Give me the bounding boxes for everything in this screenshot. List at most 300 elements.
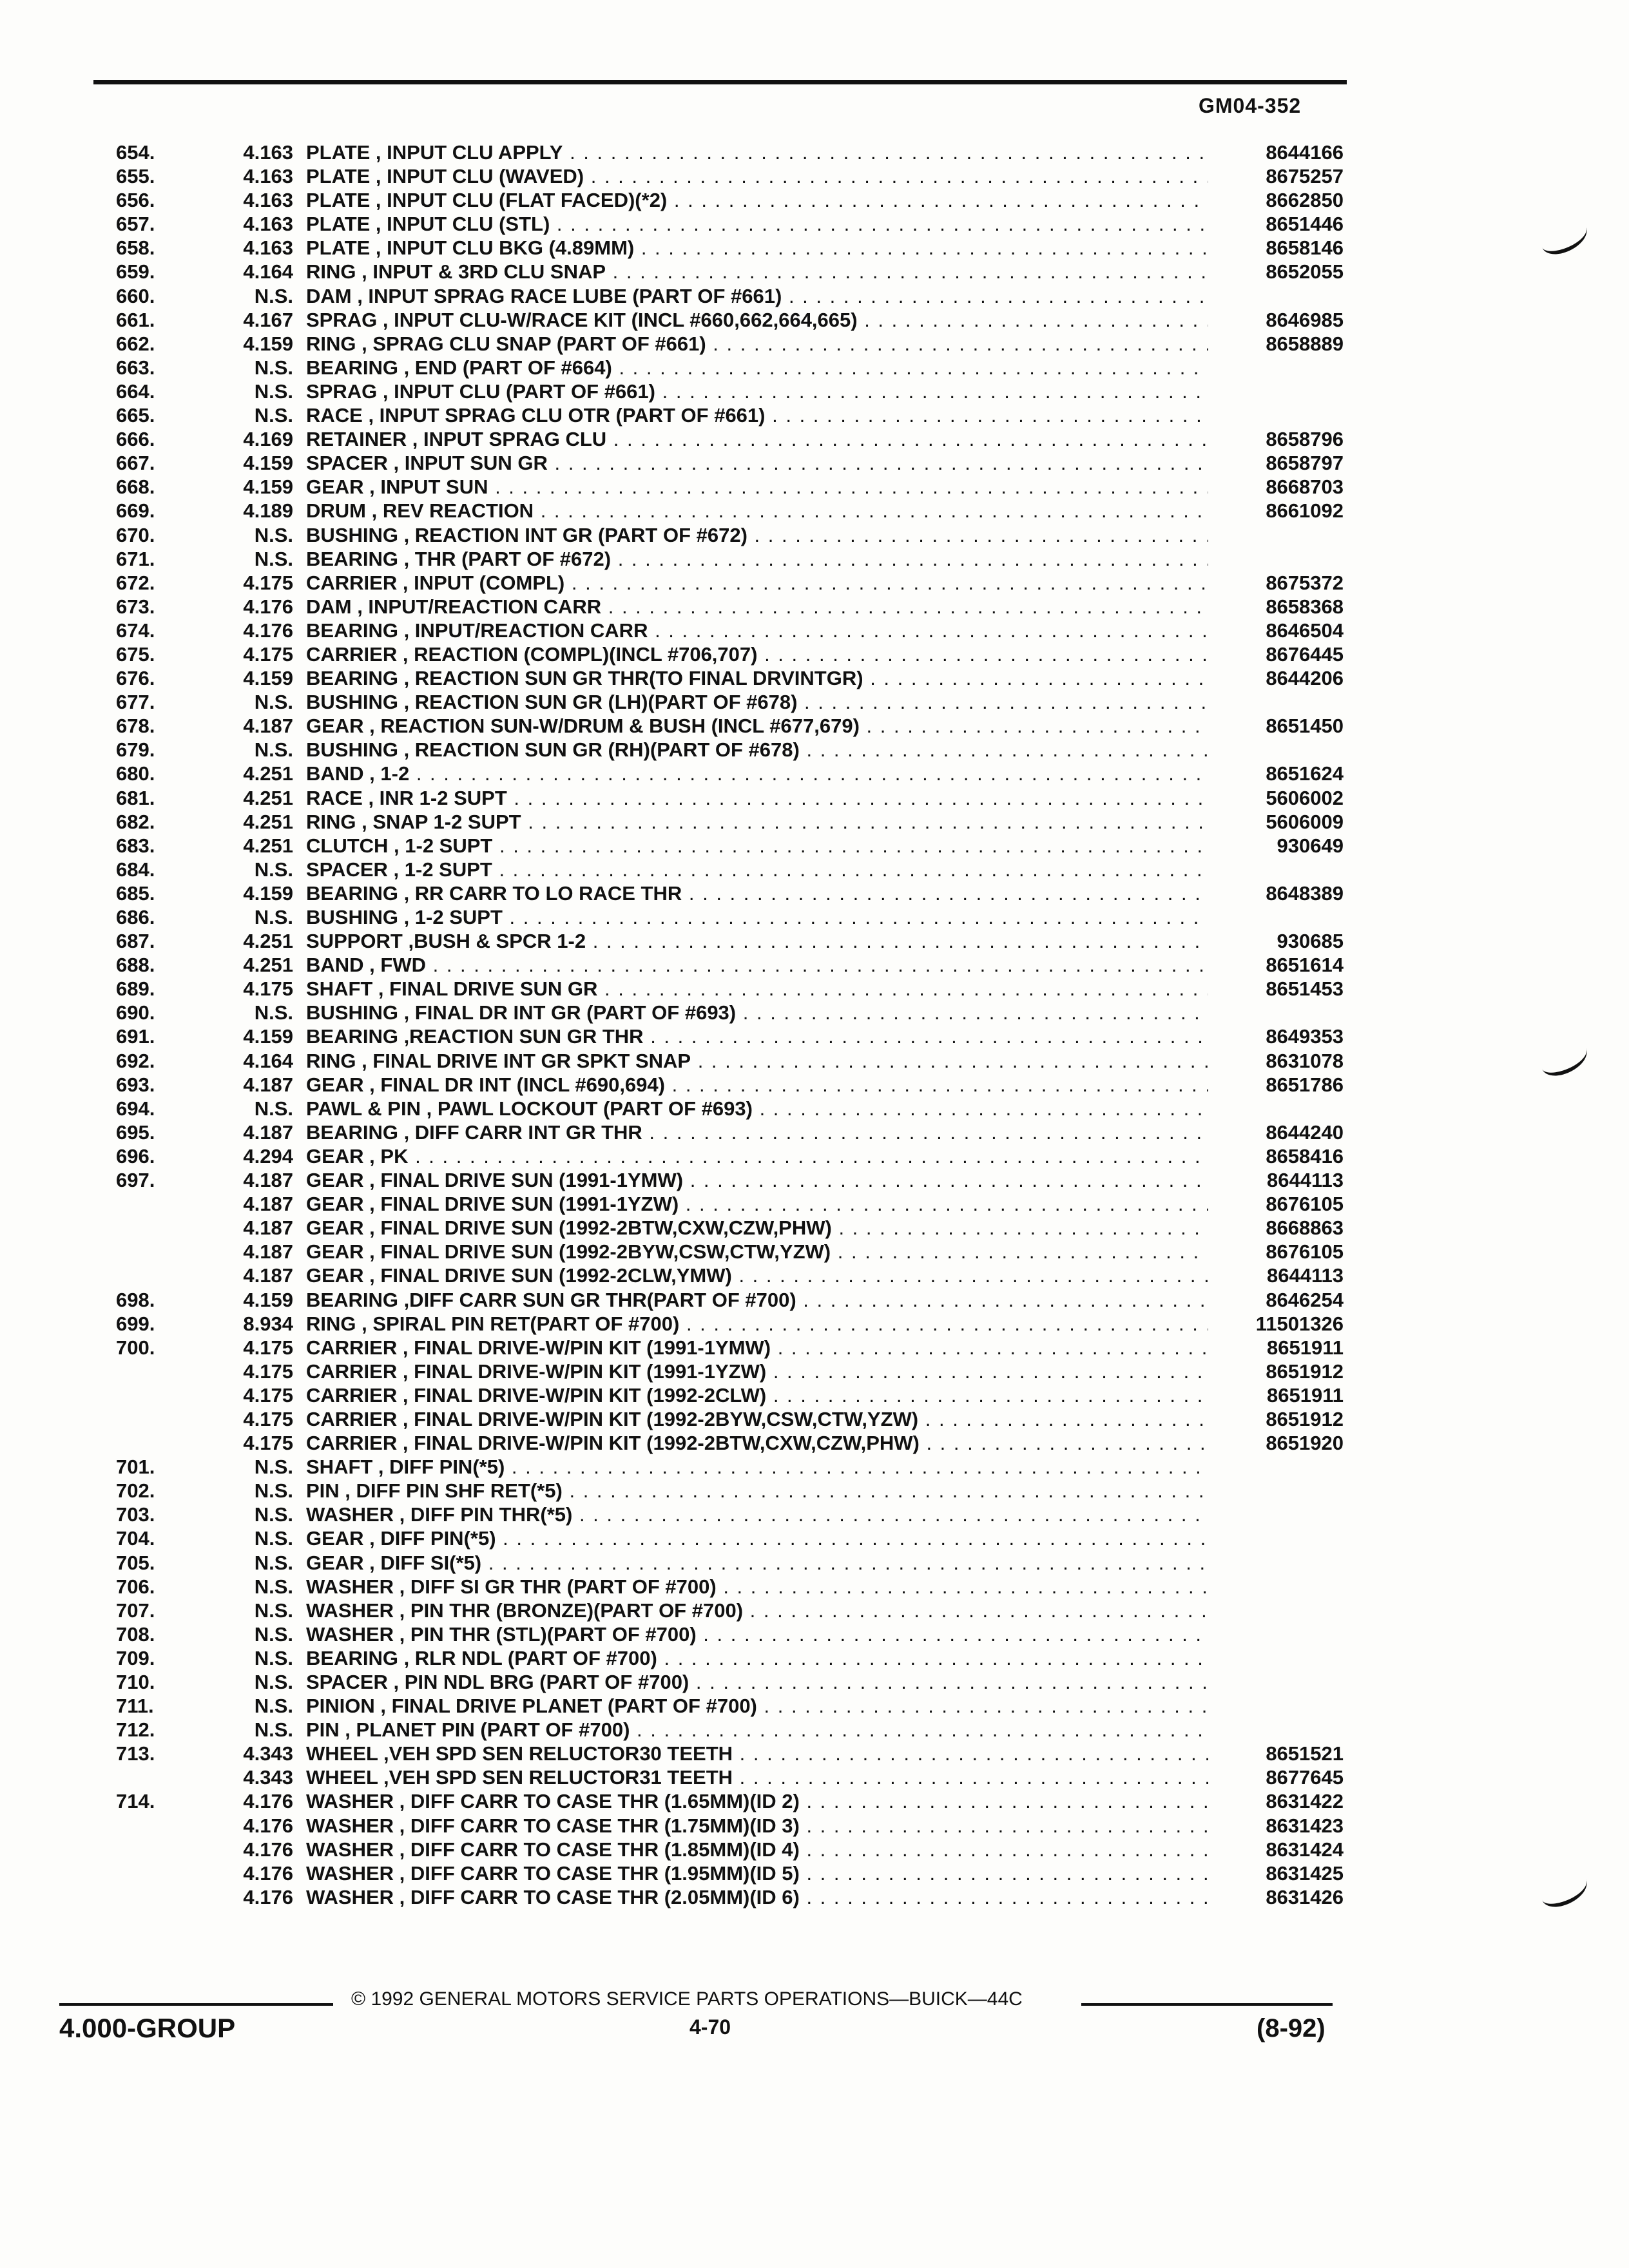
line-number: 676. [116,667,155,690]
parts-row [0,1789,1629,1813]
group-number: 4.175 [243,977,293,1001]
part-number: 8644206 [1266,667,1344,690]
part-description: BEARING , RLR NDL (PART OF #700) . . . [306,1646,1208,1670]
group-number: 4.163 [243,189,293,212]
parts-row [0,666,1629,690]
part-number: 8658796 [1266,428,1344,451]
part-description: CARRIER , INPUT (COMPL) . . . [306,571,1208,595]
part-number: 8646254 [1266,1288,1344,1311]
group-number: 4.176 [243,1885,293,1908]
document-code: GM04-352 [1199,94,1302,117]
part-description: BEARING ,DIFF CARR SUN GR THR(PART OF #700) . . . [306,1288,1208,1312]
group-number: N.S. [254,356,293,379]
parts-row [0,714,1629,738]
parts-row [0,380,1629,403]
part-description: PIN , PLANET PIN (PART OF #700) . . . [306,1718,1208,1742]
parts-row [0,834,1629,858]
group-number: 4.175 [243,642,293,666]
footer-rule-left [59,2003,333,2006]
part-description: SPRAG , INPUT CLU-W/RACE KIT (INCL #660,662,664,665) . . . [306,308,1208,332]
line-number: 713. [116,1742,155,1765]
group-number: N.S. [254,1503,293,1526]
part-number: 8658368 [1266,595,1344,618]
part-number: 8644166 [1266,141,1344,164]
part-description: CARRIER , FINAL DRIVE-W/PIN KIT (1991-1YMW) . . . [306,1336,1208,1360]
parts-row [0,1455,1629,1479]
parts-row [0,929,1629,953]
part-description: BEARING , REACTION SUN GR THR(TO FINAL DRVINTGR) . . . [306,666,1208,690]
parts-list [0,140,1629,1909]
part-description: RACE , INPUT SPRAG CLU OTR (PART OF #661) . . . [306,403,1208,427]
part-number: 8651911 [1267,1383,1344,1407]
part-description: SPRAG , INPUT CLU (PART OF #661) . . . [306,380,1208,403]
part-number: 5606009 [1266,810,1344,833]
line-number: 696. [116,1144,155,1168]
parts-row [0,1097,1629,1120]
part-number: 8648389 [1266,881,1344,905]
part-description: PLATE , INPUT CLU BKG (4.89MM) . . . [306,236,1208,260]
group-number: 4.251 [243,930,293,953]
group-number: 4.251 [243,810,293,833]
part-description: WASHER , PIN THR (BRONZE)(PART OF #700) . . . [306,1599,1208,1622]
parts-row [0,1694,1629,1718]
group-number: 4.163 [243,165,293,188]
part-description: BEARING , DIFF CARR INT GR THR . . . [306,1120,1208,1144]
part-description: PLATE , INPUT CLU (STL) . . . [306,212,1208,236]
parts-row [0,188,1629,212]
part-number: 8631424 [1266,1838,1344,1861]
line-number: 705. [116,1551,155,1574]
group-number: 4.343 [243,1742,293,1765]
part-description: SHAFT , FINAL DRIVE SUN GR . . . [306,977,1208,1001]
part-description: GEAR , FINAL DRIVE SUN (1992-2BTW,CXW,CZW,PHW) . . . [306,1216,1208,1240]
parts-row [0,1216,1629,1240]
part-description: SPACER , INPUT SUN GR . . . [306,451,1208,475]
group-number: 4.187 [243,1120,293,1144]
line-number: 686. [116,906,155,928]
parts-row [0,1861,1629,1885]
parts-row [0,164,1629,188]
part-number: 8676445 [1266,642,1344,666]
part-description: GEAR , DIFF SI(*5) . . . [306,1551,1208,1575]
part-number: 8651920 [1266,1432,1344,1455]
group-number: 4.176 [243,619,293,642]
parts-row [0,642,1629,666]
parts-row [0,1718,1629,1742]
footer-rule-right [1081,2003,1333,2006]
group-number: N.S. [254,523,293,546]
parts-row [0,1144,1629,1168]
parts-row [0,547,1629,571]
part-description: RING , SPIRAL PIN RET(PART OF #700) . . . [306,1312,1208,1336]
part-description: CARRIER , FINAL DRIVE-W/PIN KIT (1992-2BTW,CXW,CZW,PHW) . . . [306,1431,1208,1455]
group-number: N.S. [254,1527,293,1550]
part-description: RETAINER , INPUT SPRAG CLU . . . [306,427,1208,451]
parts-row [0,762,1629,785]
group-number: N.S. [254,691,293,714]
parts-row [0,571,1629,595]
group-number: 4.343 [243,1766,293,1789]
parts-row [0,1407,1629,1431]
line-number: 698. [116,1288,155,1311]
group-number: N.S. [254,380,293,403]
line-number: 665. [116,404,155,427]
parts-row [0,403,1629,427]
group-number: N.S. [254,1097,293,1120]
line-number: 678. [116,715,155,738]
part-number: 8651786 [1266,1073,1344,1096]
group-label: 4.000-GROUP [59,2013,236,2043]
line-number: 660. [116,284,155,307]
part-number: 8652055 [1266,260,1344,284]
part-description: SPACER , PIN NDL BRG (PART OF #700) . . . [306,1670,1208,1694]
group-number: 4.175 [243,1336,293,1359]
part-description: CARRIER , FINAL DRIVE-W/PIN KIT (1991-1YZW) . . . [306,1360,1208,1383]
copyright-notice: © 1992 GENERAL MOTORS SERVICE PARTS OPERATIONS—BUICK—44C [351,1988,1023,2010]
part-description: CARRIER , FINAL DRIVE-W/PIN KIT (1992-2BYW,CSW,CTW,YZW) . . . [306,1407,1208,1431]
part-description: CLUTCH , 1-2 SUPT . . . [306,834,1208,858]
line-number: 702. [116,1479,155,1503]
parts-row [0,1503,1629,1526]
parts-row [0,953,1629,977]
part-description: WHEEL ,VEH SPD SEN RELUCTOR31 TEETH . . . [306,1765,1208,1789]
line-number: 692. [116,1049,155,1072]
parts-row [0,738,1629,762]
group-number: 4.175 [243,1432,293,1455]
group-number: 4.175 [243,1407,293,1430]
line-number: 708. [116,1622,155,1646]
group-number: 4.176 [243,1814,293,1837]
part-number: 8676105 [1266,1240,1344,1264]
parts-row [0,1073,1629,1097]
parts-row [0,619,1629,642]
line-number: 674. [116,619,155,642]
part-description: PAWL & PIN , PAWL LOCKOUT (PART OF #693) . . . [306,1097,1208,1120]
line-number: 656. [116,189,155,212]
part-description: WASHER , DIFF CARR TO CASE THR (1.75MM)(ID 3) . . . [306,1814,1208,1838]
line-number: 671. [116,547,155,570]
parts-row [0,810,1629,834]
group-number: 4.159 [243,332,293,355]
part-number: 8631422 [1266,1790,1344,1813]
group-number: 4.164 [243,260,293,284]
part-description: RING , FINAL DRIVE INT GR SPKT SNAP . . . [306,1049,1208,1073]
group-number: N.S. [254,404,293,427]
parts-row [0,1383,1629,1407]
group-number: N.S. [254,1671,293,1693]
line-number: 670. [116,523,155,546]
part-number: 930649 [1277,834,1344,857]
line-number: 711. [116,1695,154,1718]
part-description: BUSHING , FINAL DR INT GR (PART OF #693) . . . [306,1001,1208,1024]
line-number: 700. [116,1336,155,1359]
line-number: 658. [116,236,155,260]
part-description: RING , SPRAG CLU SNAP (PART OF #661) . . . [306,332,1208,356]
parts-row [0,1599,1629,1622]
group-number: 4.175 [243,571,293,594]
part-description: BUSHING , 1-2 SUPT . . . [306,905,1208,929]
parts-row [0,1288,1629,1312]
group-number: N.S. [254,1646,293,1669]
part-description: PLATE , INPUT CLU (WAVED) . . . [306,164,1208,188]
group-number: 4.159 [243,667,293,690]
part-number: 5606002 [1266,786,1344,809]
line-number: 707. [116,1599,155,1622]
part-number: 8651624 [1266,762,1344,785]
parts-row [0,1240,1629,1264]
parts-row [0,1479,1629,1503]
part-description: RING , SNAP 1-2 SUPT . . . [306,810,1208,834]
part-description: BEARING , RR CARR TO LO RACE THR . . . [306,881,1208,905]
part-description: SHAFT , DIFF PIN(*5) . . . [306,1455,1208,1479]
group-number: 4.163 [243,213,293,236]
line-number: 667. [116,452,155,475]
group-number: 4.164 [243,1049,293,1072]
line-number: 677. [116,691,155,714]
line-number: 669. [116,499,155,523]
line-number: 657. [116,213,155,236]
parts-row [0,1670,1629,1694]
line-number: 673. [116,595,155,618]
line-number: 654. [116,141,155,164]
parts-row [0,1192,1629,1216]
parts-row [0,1526,1629,1550]
parts-row [0,1551,1629,1575]
part-number: 8651912 [1266,1360,1344,1383]
part-description: BUSHING , REACTION SUN GR (LH)(PART OF #678) . . . [306,690,1208,714]
parts-row [0,881,1629,905]
part-description: WASHER , DIFF CARR TO CASE THR (1.65MM)(ID 2) . . . [306,1789,1208,1813]
parts-row [0,499,1629,523]
part-number: 8651453 [1266,977,1344,1001]
group-number: N.S. [254,1695,293,1718]
parts-row [0,1168,1629,1192]
group-number: 4.176 [243,595,293,618]
group-number: 4.176 [243,1790,293,1813]
line-number: 694. [116,1097,155,1120]
part-description: DRUM , REV REACTION . . . [306,499,1208,523]
line-number: 697. [116,1169,155,1192]
line-number: 684. [116,858,155,881]
part-description: WASHER , DIFF SI GR THR (PART OF #700) . . . [306,1575,1208,1599]
part-number: 8668863 [1266,1216,1344,1240]
part-number: 8649353 [1266,1025,1344,1048]
part-number: 8677645 [1266,1766,1344,1789]
part-number: 8676105 [1266,1193,1344,1216]
part-number: 8651521 [1266,1742,1344,1765]
part-description: DAM , INPUT SPRAG RACE LUBE (PART OF #661) . . . [306,284,1208,308]
part-number: 11501326 [1255,1312,1344,1335]
part-description: PINION , FINAL DRIVE PLANET (PART OF #700) . . . [306,1694,1208,1718]
part-number: 8651614 [1266,954,1344,977]
parts-row [0,1264,1629,1287]
part-description: WASHER , DIFF CARR TO CASE THR (1.85MM)(ID 4) . . . [306,1838,1208,1861]
parts-row [0,1575,1629,1599]
parts-row [0,1814,1629,1838]
group-number: 4.189 [243,499,293,523]
line-number: 695. [116,1120,155,1144]
part-number: 8644113 [1267,1264,1344,1287]
part-description: CARRIER , REACTION (COMPL)(INCL #706,707) . . . [306,642,1208,666]
part-description: BUSHING , REACTION SUN GR (RH)(PART OF #678) . . . [306,738,1208,762]
part-description: GEAR , INPUT SUN . . . [306,475,1208,499]
line-number: 712. [116,1718,155,1742]
group-number: 4.251 [243,786,293,809]
part-description: WASHER , DIFF CARR TO CASE THR (1.95MM)(ID 5) . . . [306,1861,1208,1885]
part-description: RING , INPUT & 3RD CLU SNAP . . . [306,260,1208,284]
part-description: CARRIER , FINAL DRIVE-W/PIN KIT (1992-2CLW) . . . [306,1383,1208,1407]
part-description: WASHER , DIFF CARR TO CASE THR (2.05MM)(ID 6) . . . [306,1885,1208,1909]
parts-row [0,308,1629,332]
parts-row [0,1742,1629,1765]
group-number: 4.159 [243,881,293,905]
part-description: DAM , INPUT/REACTION CARR . . . [306,595,1208,619]
line-number: 662. [116,332,155,355]
part-number: 8644113 [1267,1169,1344,1192]
part-description: WHEEL ,VEH SPD SEN RELUCTOR30 TEETH . . . [306,1742,1208,1765]
part-description: PIN , DIFF PIN SHF RET(*5) . . . [306,1479,1208,1503]
parts-row [0,356,1629,380]
parts-row [0,212,1629,236]
parts-row [0,1431,1629,1455]
group-number: 4.187 [243,1264,293,1287]
line-number: 681. [116,786,155,809]
parts-row [0,284,1629,308]
line-number: 682. [116,810,155,833]
group-number: 4.294 [243,1144,293,1168]
group-number: 4.163 [243,141,293,164]
group-number: N.S. [254,906,293,928]
part-number: 8631423 [1266,1814,1344,1837]
part-description: GEAR , REACTION SUN-W/DRUM & BUSH (INCL #677,679) . . . [306,714,1208,738]
group-number: N.S. [254,284,293,307]
part-description: GEAR , DIFF PIN(*5) . . . [306,1526,1208,1550]
revision-date: (8-92) [1257,2014,1325,2042]
part-description: PLATE , INPUT CLU APPLY . . . [306,140,1208,164]
parts-row [0,977,1629,1001]
group-number: N.S. [254,1599,293,1622]
line-number: 659. [116,260,155,284]
line-number: 683. [116,834,155,857]
parts-row [0,1001,1629,1024]
part-number: 8661092 [1266,499,1344,523]
part-number: 8644240 [1266,1120,1344,1144]
line-number: 701. [116,1456,155,1479]
part-number: 8675372 [1266,571,1344,594]
parts-row [0,260,1629,284]
part-number: 8651446 [1266,213,1344,236]
line-number: 690. [116,1001,155,1024]
line-number: 655. [116,165,155,188]
line-number: 688. [116,954,155,977]
parts-row [0,1885,1629,1909]
line-number: 703. [116,1503,155,1526]
part-description: BEARING , INPUT/REACTION CARR . . . [306,619,1208,642]
line-number: 672. [116,571,155,594]
part-number: 8631425 [1266,1861,1344,1885]
header-rule [93,80,1347,84]
group-number: N.S. [254,1479,293,1503]
part-number: 8658416 [1266,1144,1344,1168]
line-number: 680. [116,762,155,785]
line-number: 663. [116,356,155,379]
group-number: N.S. [254,1456,293,1479]
group-number: 4.187 [243,1073,293,1096]
group-number: 4.187 [243,1240,293,1264]
part-description: WASHER , PIN THR (STL)(PART OF #700) . . . [306,1622,1208,1646]
parts-row [0,236,1629,260]
line-number: 685. [116,881,155,905]
line-number: 679. [116,738,155,762]
line-number: 699. [116,1312,155,1335]
part-description: GEAR , FINAL DRIVE SUN (1991-1YZW) . . . [306,1192,1208,1216]
group-number: 4.176 [243,1861,293,1885]
line-number: 710. [116,1671,155,1693]
group-number: N.S. [254,1001,293,1024]
parts-row [0,1312,1629,1336]
line-number: 661. [116,308,155,331]
part-description: BEARING ,REACTION SUN GR THR . . . [306,1024,1208,1048]
group-number: 4.251 [243,834,293,857]
group-number: 4.187 [243,1169,293,1192]
line-number: 709. [116,1646,155,1669]
group-number: 4.167 [243,308,293,331]
group-number: N.S. [254,1718,293,1742]
parts-row [0,1838,1629,1861]
group-number: N.S. [254,738,293,762]
part-description: BEARING , THR (PART OF #672) . . . [306,547,1208,571]
line-number: 664. [116,380,155,403]
group-number: N.S. [254,1622,293,1646]
part-description: BEARING , END (PART OF #664) . . . [306,356,1208,380]
group-number: 4.251 [243,762,293,785]
part-number: 8651912 [1266,1407,1344,1430]
parts-row [0,427,1629,451]
parts-row [0,1360,1629,1383]
parts-row [0,1336,1629,1360]
line-number: 675. [116,642,155,666]
line-number: 687. [116,930,155,953]
group-number: 8.934 [243,1312,293,1335]
part-number: 8668703 [1266,476,1344,499]
line-number: 691. [116,1025,155,1048]
parts-row [0,1765,1629,1789]
part-number: 8662850 [1266,189,1344,212]
part-number: 8658146 [1266,236,1344,260]
part-number: 8646504 [1266,619,1344,642]
line-number: 704. [116,1527,155,1550]
group-number: 4.159 [243,1025,293,1048]
part-number: 930685 [1277,930,1344,953]
line-number: 693. [116,1073,155,1096]
parts-row [0,523,1629,547]
parts-row [0,475,1629,499]
parts-row [0,595,1629,619]
group-number: N.S. [254,1551,293,1574]
parts-row [0,1646,1629,1670]
line-number: 714. [116,1790,155,1813]
parts-row [0,858,1629,881]
group-number: 4.187 [243,1216,293,1240]
part-number: 8658797 [1266,452,1344,475]
part-number: 8631426 [1266,1885,1344,1908]
part-description: BAND , FWD . . . [306,953,1208,977]
part-number: 8651450 [1266,715,1344,738]
part-description: SUPPORT ,BUSH & SPCR 1-2 . . . [306,929,1208,953]
part-description: GEAR , FINAL DRIVE SUN (1992-2CLW,YMW) . . . [306,1264,1208,1287]
group-number: N.S. [254,1575,293,1598]
part-number: 8651911 [1267,1336,1344,1359]
